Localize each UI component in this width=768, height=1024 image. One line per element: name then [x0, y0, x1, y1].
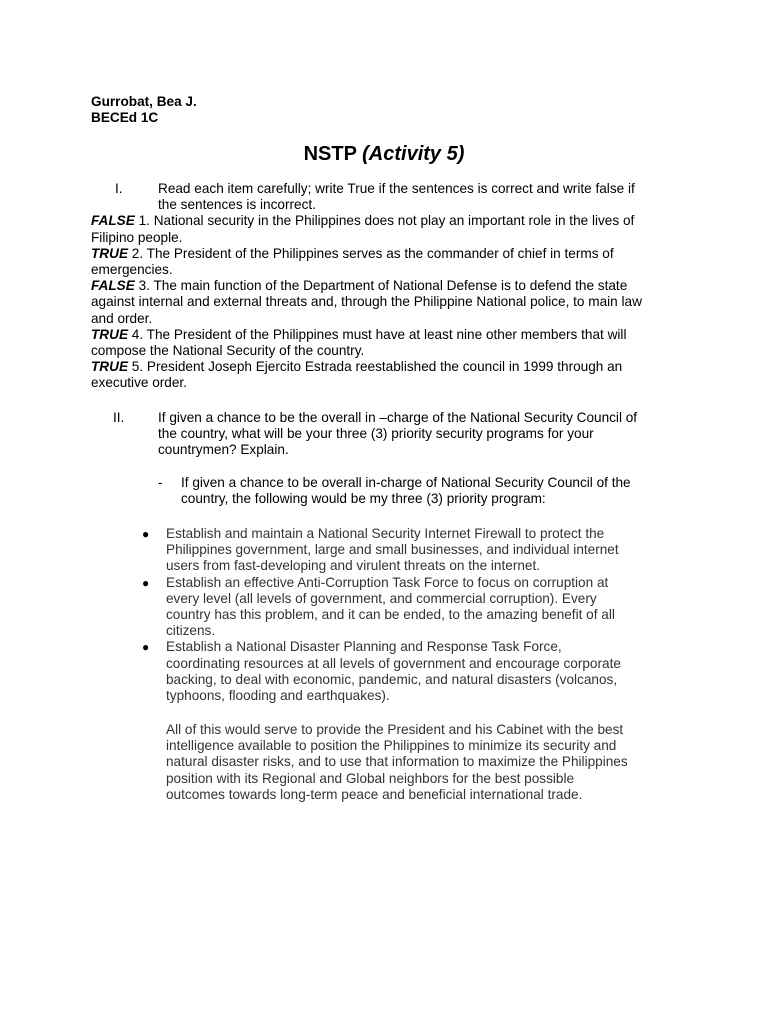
- answer-item-3: [91, 278, 651, 327]
- answer-text: 4. The President of the Philippines must have at least nine other members that will compose the National Security of the country.: [91, 326, 627, 359]
- answer-label: FALSE: [91, 278, 135, 294]
- answer-item-2: [91, 246, 651, 278]
- part-one-instruction: [91, 181, 651, 213]
- lead-text: If given a chance to be overall in-charge of National Security Council of the country, the following would be my three (3) priority program:: [181, 474, 631, 506]
- answer-item-4: [91, 327, 651, 359]
- bullet-icon: ●: [142, 640, 150, 655]
- title-main: NSTP: [303, 143, 357, 165]
- closing-paragraph: All of this would serve to provide the President and his Cabinet with the best intelligence available to position the Philippines to minimize its security and natural disaster risks, and to use that information to maximize the Philippines position with its Regional and Global neighbors for the best possible outcomes towards long-term peace and beneficial international trade.: [166, 722, 628, 802]
- list-item: [142, 639, 636, 704]
- part-two-question: [91, 410, 651, 459]
- answer-label: TRUE: [91, 245, 129, 261]
- page-title: [0, 141, 768, 167]
- answer-item-1: [91, 213, 651, 245]
- list-item-text: Establish an effective Anti-Corruption Task Force to focus on corruption at every level (all levels of government, and commercial corruption). Every country has this problem, and it can be ended, to the amazing benefit of all citizens.: [166, 574, 615, 639]
- answer-label: FALSE: [91, 213, 135, 229]
- answer-label: TRUE: [91, 326, 129, 342]
- list-item: [142, 526, 636, 575]
- part-one: [91, 181, 651, 392]
- student-section: BECEd 1C: [91, 110, 159, 125]
- student-name: Gurrobat, Bea J.: [91, 94, 197, 109]
- answer-lead: [91, 475, 651, 507]
- answer-text: 5. President Joseph Ejercito Estrada reestablished the council in 1999 through an executive order.: [91, 359, 623, 391]
- answer-label: TRUE: [91, 359, 129, 375]
- list-item-text: Establish and maintain a National Security Internet Firewall to protect the Philippines government, large and small businesses, and individual internet users from fast-developing and virulent threats on the internet.: [166, 526, 619, 574]
- title-sub: (Activity 5): [362, 143, 465, 165]
- answer-item-5: [91, 359, 651, 391]
- part-two-numeral: II.: [113, 410, 125, 425]
- instruction-text: Read each item carefully; write True if the sentences is correct and write false if the sentences is incorrect.: [158, 181, 635, 213]
- bullet-icon: ●: [142, 575, 150, 590]
- question-text: If given a chance to be the overall in –charge of the National Security Council of the country, what will be your three (3) priority security programs for your countrymen? Explain.: [158, 410, 638, 458]
- list-item-text: Establish a National Disaster Planning and Response Task Force, coordinating resources at all levels of government and encourage corporate backing, to deal with economic, pandemic, and natural disasters (volcanos, typhoons, flooding and earthquakes).: [166, 639, 621, 704]
- student-header: [91, 94, 197, 126]
- priority-list: [142, 526, 636, 704]
- answer-text: 3. The main function of the Department of National Defense is to defend the state against internal and external threats and, through the Philippine National police, to main law and order.: [91, 278, 642, 326]
- list-item: [142, 574, 636, 640]
- bullet-icon: ●: [142, 527, 150, 541]
- part-two: [91, 410, 651, 507]
- answer-text: 2. The President of the Philippines serves as the commander of chief in terms of emergencies.: [91, 245, 614, 278]
- answer-text: 1. National security in the Philippines does not play an important role in the lives of Filipino people.: [91, 213, 635, 245]
- dash-mark: -: [158, 474, 163, 490]
- part-one-numeral: I.: [115, 181, 123, 196]
